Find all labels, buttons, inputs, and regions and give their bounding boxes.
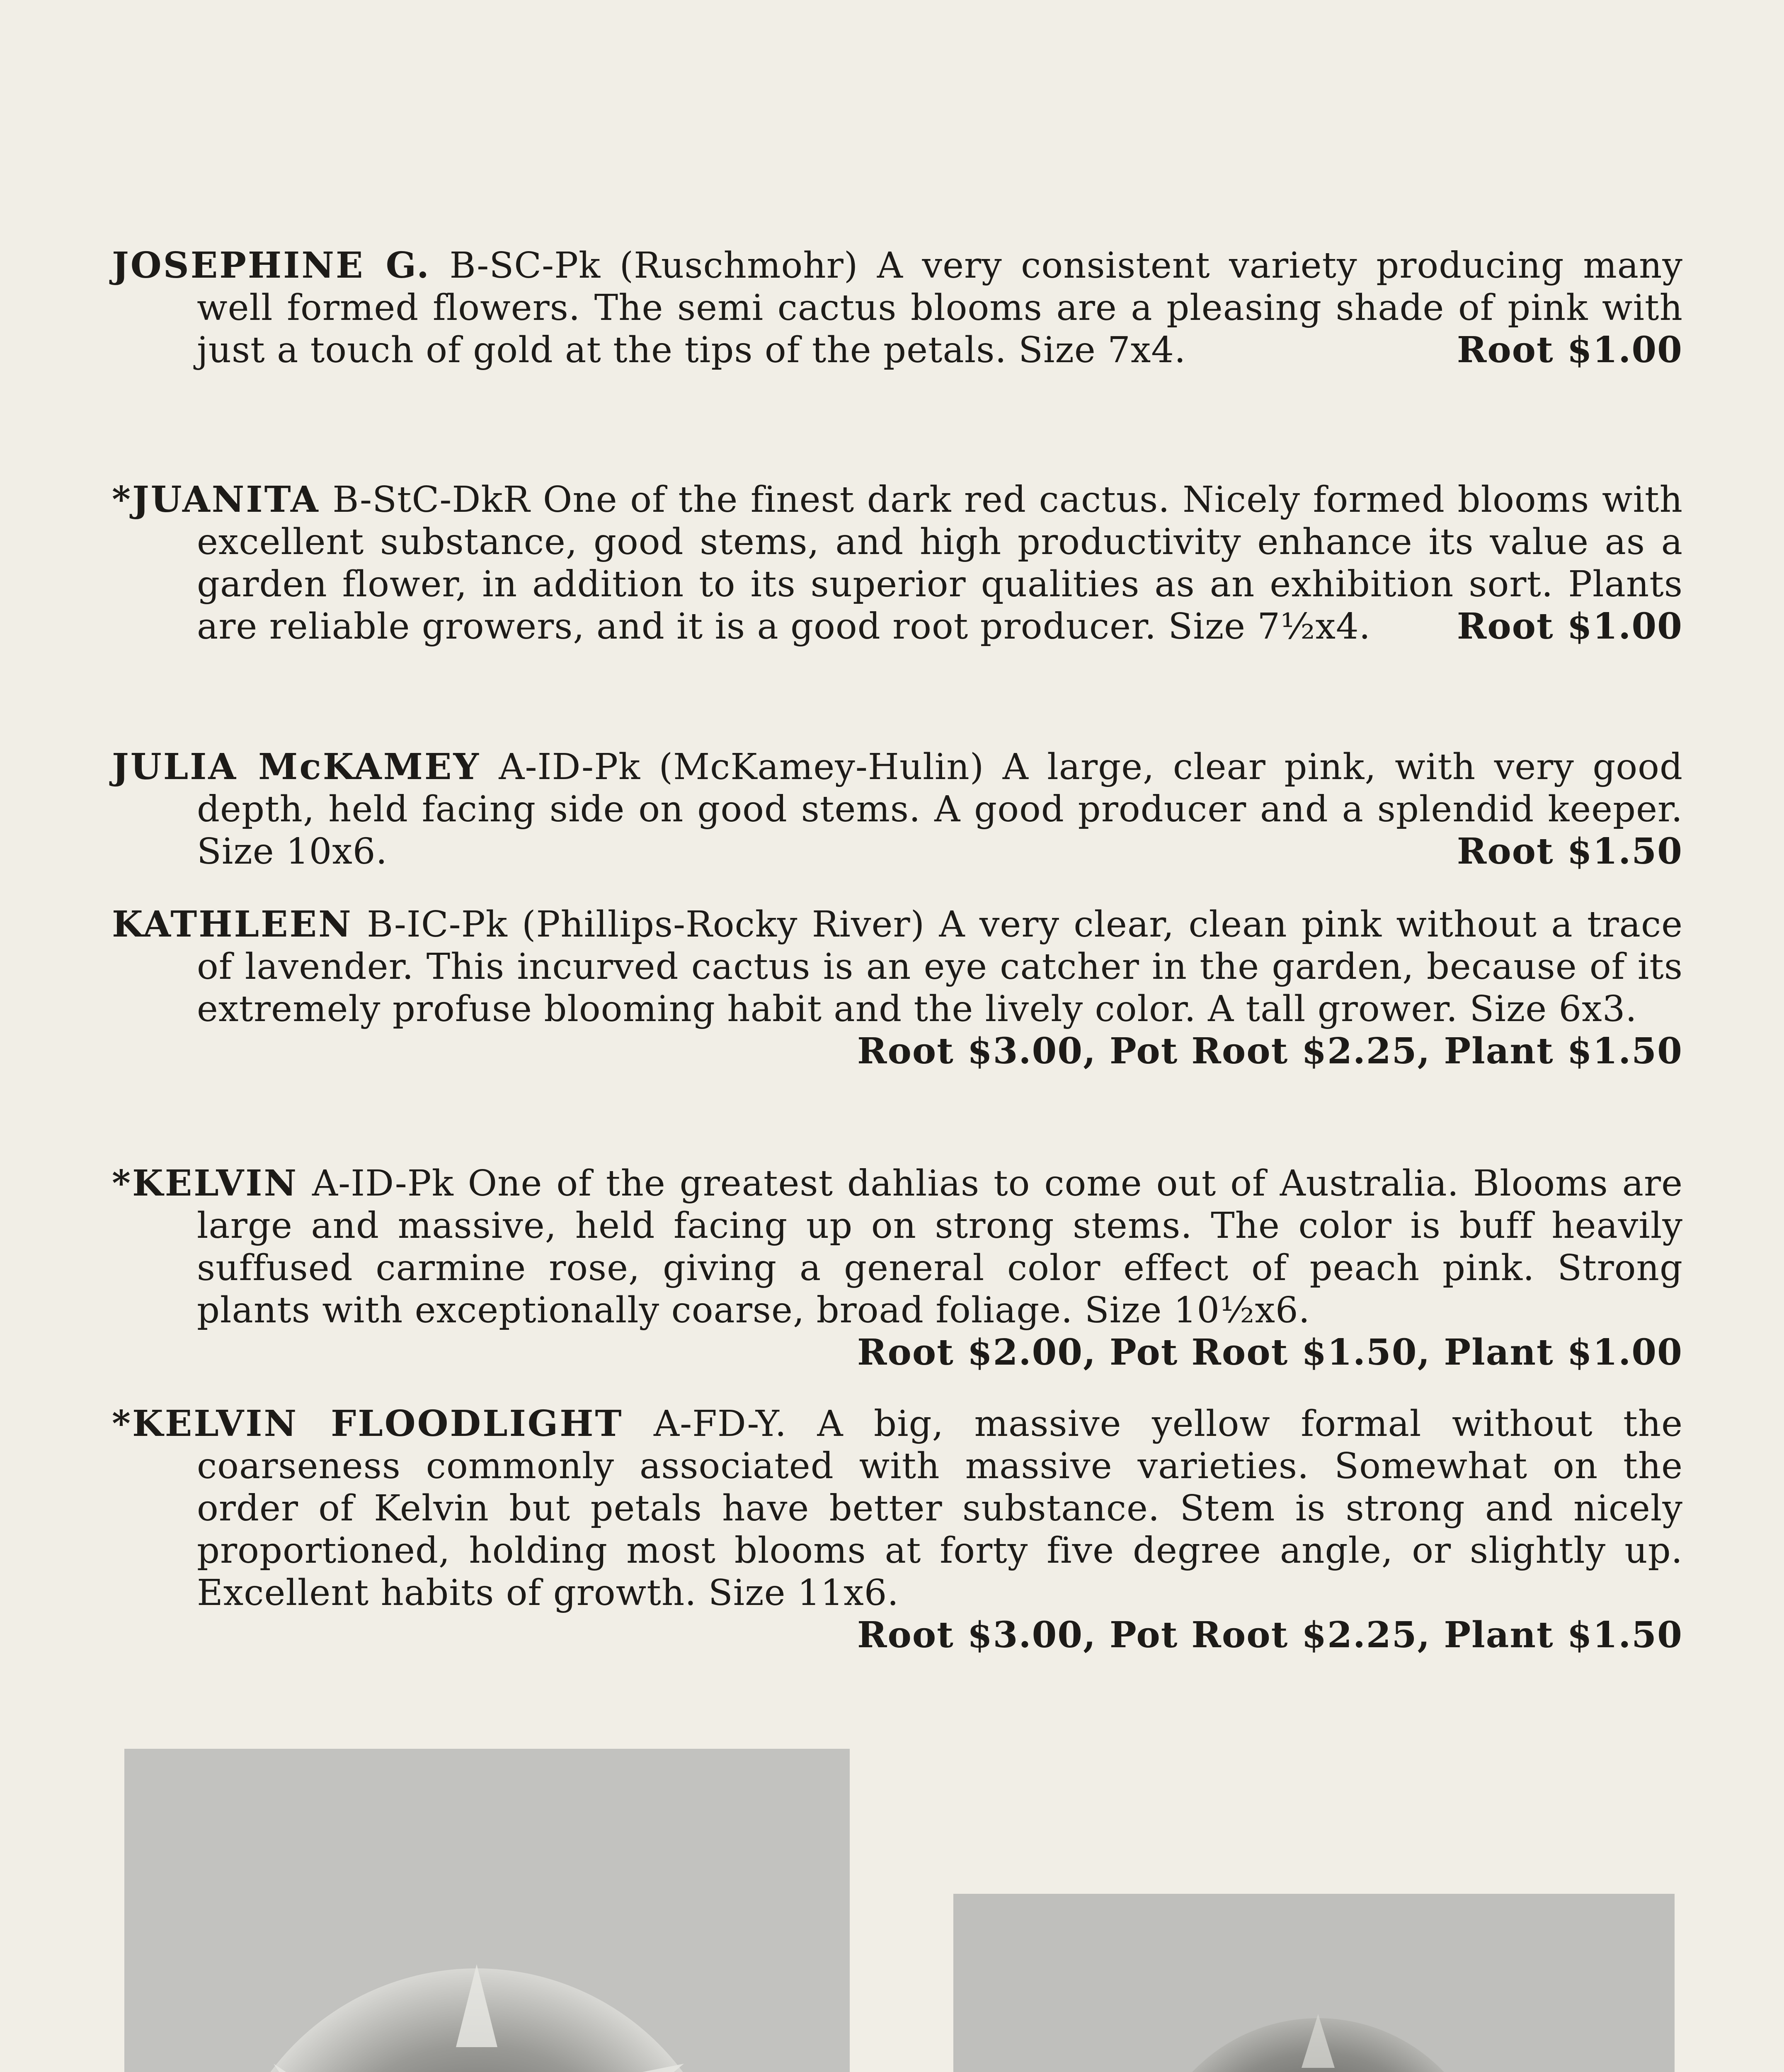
entry-name: JOSEPHINE G. (112, 244, 431, 286)
catalog-entry-josephine-g (112, 244, 1683, 371)
entry-text (112, 903, 1683, 1030)
entry-description: B-StC-DkR One of the finest dark red cactus. Nicely formed blooms with excellent substance, good stems, and high productivity enhance its value as a garden flower, in addition to its superior qualities as an exhibition sort. Plants are reliable growers, and it is a good root producer. Size 7½x4. (197, 479, 1683, 647)
entry-description: A-ID-Pk One of the greatest dahlias to come out of Australia. Blooms are large and massive, held facing up on strong stems. The color is buff heavily suffused carmine rose, giving a general color effect of peach pink. Strong plants with exceptionally coarse, broad foliage. Size 10½x6. (197, 1163, 1683, 1331)
entry-price: Root $3.00, Pot Root $2.25, Plant $1.50 (857, 1030, 1683, 1072)
dahlia-photo-icon (124, 1749, 850, 2072)
entry-price: Root $1.00 (1457, 605, 1683, 647)
dahlia-photo-icon (953, 1894, 1675, 2072)
entry-price: Root $2.00, Pot Root $1.50, Plant $1.00 (857, 1331, 1683, 1373)
entry-name: *KELVIN FLOODLIGHT (112, 1403, 623, 1445)
entry-text (112, 1403, 1683, 1614)
entry-description: A-FD-Y. A big, massive yellow formal without the coarseness commonly associated with massive varieties. Somewhat on the order of Kelvin but petals have better substance. Stem is strong and nicely proportioned, holding most blooms at forty five degree angle, or slightly up. Excellent habits of growth. Size 11x6. (197, 1403, 1683, 1614)
catalog-entry-julia-mckamey (112, 746, 1683, 873)
entry-text (112, 1162, 1683, 1331)
entry-price: Root $1.00 (1457, 329, 1683, 371)
catalog-entry-kathleen (112, 903, 1683, 1072)
entry-description: B-SC-Pk (Ruschmohr) A very consistent variety producing many well formed flowers. The semi cactus blooms are a pleasing shade of pink with just a touch of gold at the tips of the petals. Size 7x4. (197, 245, 1683, 371)
catalog-entry-kelvin (112, 1162, 1683, 1374)
catalog-entry-juanita (112, 479, 1683, 648)
entry-name: JULIA McKAMEY (112, 746, 480, 788)
entry-name: *KELVIN (112, 1162, 298, 1204)
entry-name: KATHLEEN (112, 903, 353, 945)
entry-price: Root $3.00, Pot Root $2.25, Plant $1.50 (857, 1614, 1683, 1656)
entry-price: Root $1.50 (1457, 830, 1683, 872)
dahlia-photo-joan-dowling (124, 1749, 850, 2072)
dahlia-photo-kathleen (953, 1894, 1675, 2072)
catalog-entry-kelvin-floodlight (112, 1403, 1683, 1656)
entry-name: *JUANITA (112, 479, 320, 520)
entry-description: B-IC-Pk (Phillips-Rocky River) A very clear, clean pink without a trace of lavender. This incurved cactus is an eye catcher in the garden, because of its extremely profuse blooming habit and the lively color. A tall grower. Size 6x3. (197, 904, 1683, 1030)
entry-description: A-ID-Pk (McKamey-Hulin) A large, clear pink, with very good depth, held facing side on good stems. A good producer and a splendid keeper. Size 10x6. (197, 746, 1683, 872)
